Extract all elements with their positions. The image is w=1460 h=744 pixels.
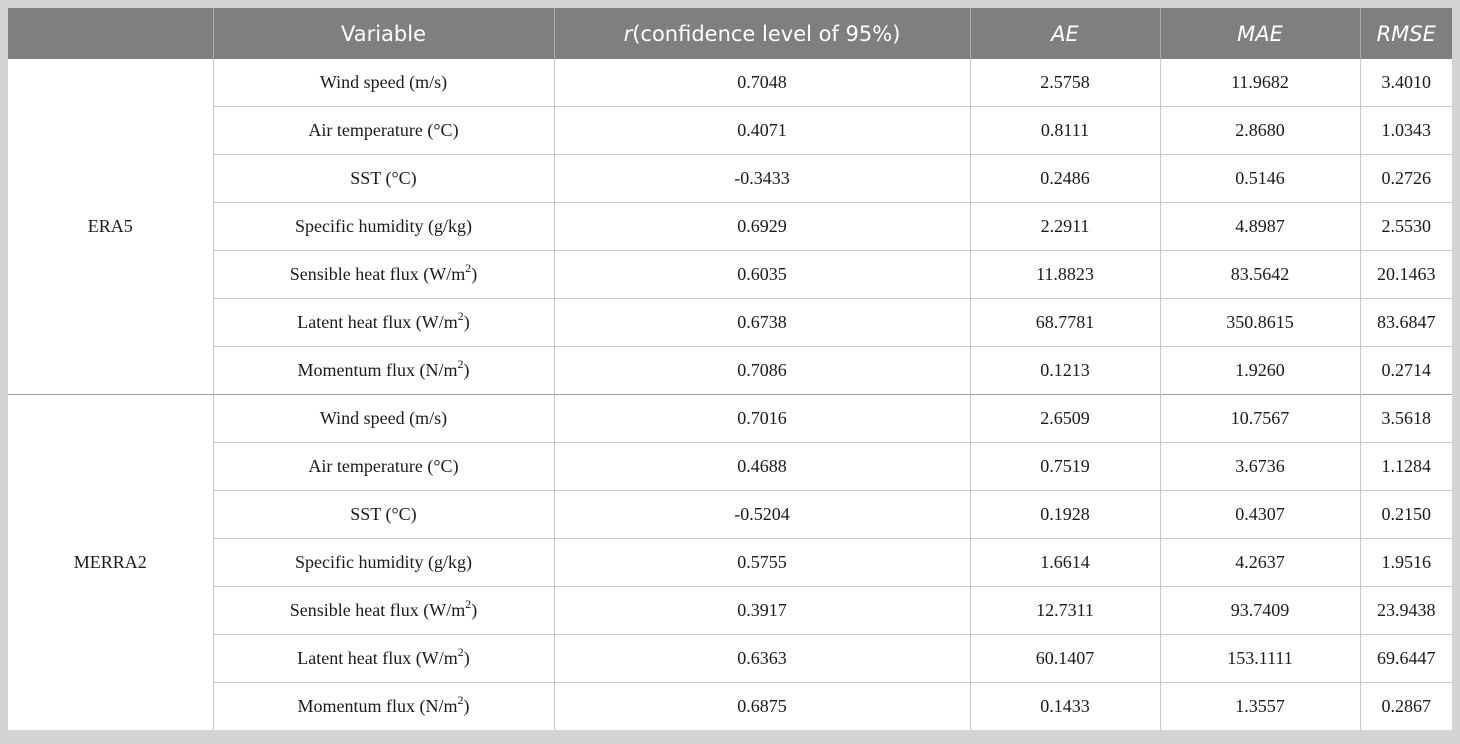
mae-cell: 0.4307 xyxy=(1160,491,1360,539)
variable-cell xyxy=(213,395,554,443)
rmse-cell: 1.0343 xyxy=(1360,107,1452,155)
r-cell: 0.6738 xyxy=(554,299,970,347)
rmse-cell: 23.9438 xyxy=(1360,587,1452,635)
unit-suffix: ) xyxy=(463,312,470,332)
variable-cell xyxy=(213,59,554,107)
rmse-cell: 0.2714 xyxy=(1360,347,1452,395)
table-row xyxy=(8,443,1452,491)
variable-cell xyxy=(213,107,554,155)
variable-text: Sensible heat flux (W/m xyxy=(289,264,466,284)
variable-cell xyxy=(213,299,554,347)
r-cell: 0.6929 xyxy=(554,203,970,251)
mae-cell: 3.6736 xyxy=(1160,443,1360,491)
rmse-cell: 0.2867 xyxy=(1360,683,1452,731)
rmse-cell: 0.2726 xyxy=(1360,155,1452,203)
rmse-cell: 83.6847 xyxy=(1360,299,1452,347)
unit-suffix: ) xyxy=(471,264,478,284)
variable-text: Specific humidity (g/kg) xyxy=(295,552,472,572)
variable-text: Wind speed (m/s) xyxy=(319,72,448,92)
mae-cell: 350.8615 xyxy=(1160,299,1360,347)
ae-cell: 0.1928 xyxy=(970,491,1160,539)
rmse-cell: 3.4010 xyxy=(1360,59,1452,107)
rmse-cell: 20.1463 xyxy=(1360,251,1452,299)
variable-cell xyxy=(213,635,554,683)
ae-cell: 0.7519 xyxy=(970,443,1160,491)
mae-cell: 4.2637 xyxy=(1160,539,1360,587)
variable-text: SST (°C) xyxy=(350,168,417,188)
header-variable: Variable xyxy=(213,8,554,59)
variable-cell xyxy=(213,203,554,251)
table-row xyxy=(8,635,1452,683)
variable-text: Wind speed (m/s) xyxy=(319,408,448,428)
r-cell: 0.6875 xyxy=(554,683,970,731)
header-row xyxy=(8,8,1452,59)
mae-cell: 0.5146 xyxy=(1160,155,1360,203)
ae-cell: 60.1407 xyxy=(970,635,1160,683)
r-cell: -0.5204 xyxy=(554,491,970,539)
unit-exponent: 2 xyxy=(457,309,464,323)
unit-exponent: 2 xyxy=(465,597,472,611)
mae-cell: 10.7567 xyxy=(1160,395,1360,443)
r-cell: 0.7016 xyxy=(554,395,970,443)
variable-cell xyxy=(213,539,554,587)
table-body xyxy=(8,59,1452,730)
r-cell: 0.5755 xyxy=(554,539,970,587)
table-row xyxy=(8,251,1452,299)
r-cell: -0.3433 xyxy=(554,155,970,203)
r-cell: 0.4688 xyxy=(554,443,970,491)
header-group xyxy=(8,8,213,59)
header-rmse: RMSE xyxy=(1360,8,1452,59)
mae-cell: 2.8680 xyxy=(1160,107,1360,155)
r-cell: 0.3917 xyxy=(554,587,970,635)
ae-cell: 0.8111 xyxy=(970,107,1160,155)
ae-cell: 2.5758 xyxy=(970,59,1160,107)
unit-exponent: 2 xyxy=(457,693,464,707)
unit-suffix: ) xyxy=(463,360,470,380)
ae-cell: 1.6614 xyxy=(970,539,1160,587)
variable-text: Air temperature (°C) xyxy=(308,120,459,140)
rmse-cell: 69.6447 xyxy=(1360,635,1452,683)
header-r-symbol: r xyxy=(623,21,633,46)
variable-text: Momentum flux (N/m xyxy=(297,360,458,380)
variable-text: Momentum flux (N/m xyxy=(297,696,458,716)
variable-cell xyxy=(213,683,554,731)
r-cell: 0.6363 xyxy=(554,635,970,683)
header-ae: AE xyxy=(970,8,1160,59)
unit-suffix: ) xyxy=(471,600,478,620)
unit-exponent: 2 xyxy=(457,357,464,371)
table-row xyxy=(8,395,1452,443)
table-row xyxy=(8,59,1452,107)
table-row xyxy=(8,491,1452,539)
ae-cell: 12.7311 xyxy=(970,587,1160,635)
rmse-cell: 1.1284 xyxy=(1360,443,1452,491)
rmse-cell: 2.5530 xyxy=(1360,203,1452,251)
variable-cell xyxy=(213,155,554,203)
mae-cell: 153.1111 xyxy=(1160,635,1360,683)
mae-cell: 4.8987 xyxy=(1160,203,1360,251)
r-cell: 0.7086 xyxy=(554,347,970,395)
header-r xyxy=(554,8,970,59)
ae-cell: 0.1213 xyxy=(970,347,1160,395)
rmse-cell: 0.2150 xyxy=(1360,491,1452,539)
header-mae: MAE xyxy=(1160,8,1360,59)
mae-cell: 93.7409 xyxy=(1160,587,1360,635)
table-row xyxy=(8,299,1452,347)
variable-cell xyxy=(213,443,554,491)
rmse-cell: 1.9516 xyxy=(1360,539,1452,587)
ae-cell: 2.6509 xyxy=(970,395,1160,443)
variable-text: Latent heat flux (W/m xyxy=(297,312,458,332)
ae-cell: 0.2486 xyxy=(970,155,1160,203)
variable-cell xyxy=(213,491,554,539)
statistics-table xyxy=(8,8,1452,730)
ae-cell: 0.1433 xyxy=(970,683,1160,731)
variable-cell xyxy=(213,587,554,635)
table-row xyxy=(8,107,1452,155)
table-row xyxy=(8,587,1452,635)
table-row xyxy=(8,683,1452,731)
variable-cell xyxy=(213,251,554,299)
ae-cell: 68.7781 xyxy=(970,299,1160,347)
mae-cell: 1.3557 xyxy=(1160,683,1360,731)
variable-text: Specific humidity (g/kg) xyxy=(295,216,472,236)
mae-cell: 83.5642 xyxy=(1160,251,1360,299)
mae-cell: 1.9260 xyxy=(1160,347,1360,395)
unit-exponent: 2 xyxy=(457,645,464,659)
header-r-label: (confidence level of 95%) xyxy=(632,21,901,46)
table-row xyxy=(8,203,1452,251)
unit-suffix: ) xyxy=(463,696,470,716)
ae-cell: 11.8823 xyxy=(970,251,1160,299)
table-row xyxy=(8,155,1452,203)
group-name-cell: ERA5 xyxy=(87,216,133,236)
mae-cell: 11.9682 xyxy=(1160,59,1360,107)
table-row xyxy=(8,539,1452,587)
r-cell: 0.7048 xyxy=(554,59,970,107)
variable-text: Latent heat flux (W/m xyxy=(297,648,458,668)
r-cell: 0.6035 xyxy=(554,251,970,299)
variable-text: Air temperature (°C) xyxy=(308,456,459,476)
r-cell: 0.4071 xyxy=(554,107,970,155)
unit-exponent: 2 xyxy=(465,261,472,275)
table-row xyxy=(8,347,1452,395)
group-name-cell: MERRA2 xyxy=(8,395,213,731)
variable-text: Sensible heat flux (W/m xyxy=(289,600,466,620)
variable-cell xyxy=(213,347,554,395)
ae-cell: 2.2911 xyxy=(970,203,1160,251)
variable-text: SST (°C) xyxy=(350,504,417,524)
rmse-cell: 3.5618 xyxy=(1360,395,1452,443)
unit-suffix: ) xyxy=(463,648,470,668)
